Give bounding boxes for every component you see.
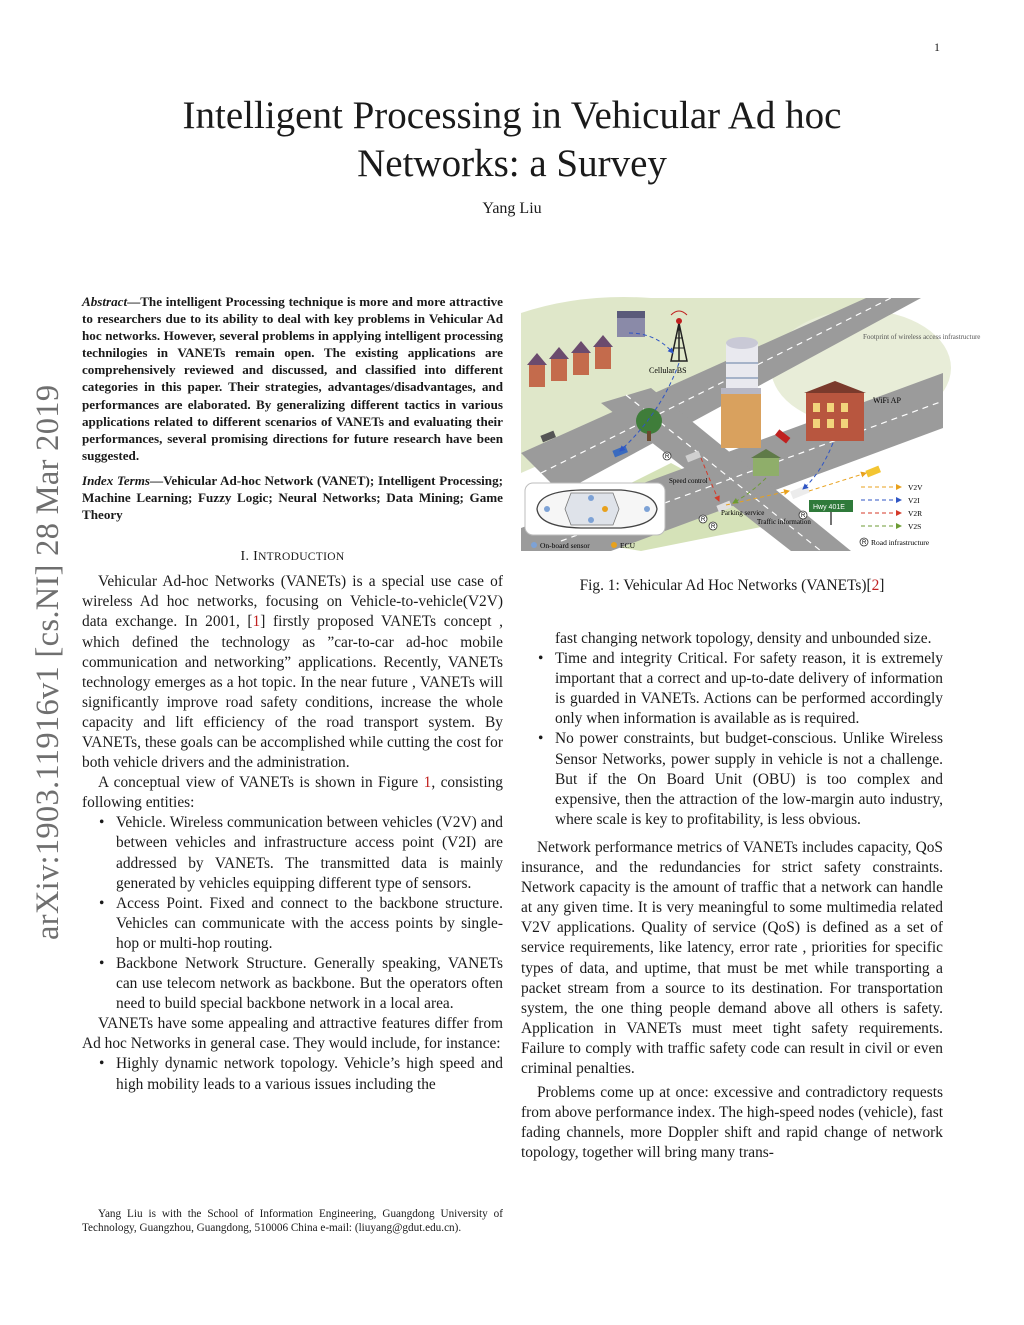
title-line-1: Intelligent Processing in Vehicular Ad hoc (182, 94, 842, 137)
cellular-bs-label: Cellular BS (649, 366, 687, 375)
office-tower (721, 337, 761, 448)
index-terms (82, 472, 503, 523)
right-column (521, 293, 981, 1163)
index-terms-text: —Vehicular Ad-hoc Network (VANET); Intelligent Processing; Machine Learning; Fuzzy Logic; Neural Networks; Data Mining; Game Theory (82, 472, 504, 523)
list-item: • Access Point. Fixed and connect to the backbone structure. Vehicles can communicate with the access points by single-hop or multi-hop routing. (116, 894, 503, 954)
page-number: 1 (934, 40, 940, 54)
legend-v2i: V2I (908, 496, 920, 505)
vanet-illustration (521, 293, 981, 551)
problems-paragraph: Problems come up at once: excessive and contradictory requests from above performance index. The high-speed nodes (vehicle), fast fading channels, more Doppler shift and rapid change of network topology, together will bring many trans- (521, 1084, 943, 1162)
citation-link[interactable]: 2 (871, 577, 880, 594)
abstract-text: —The intelligent Processing technique is more and more attractive to researchers due to its ability to deal with key problems in Vehicular Ad hoc networks. However, several problems in applying intelligent processing technilogies in VANETs remain open. The existing applications are comprehensively reviewed and discussed, and classified into different categories in this paper. Their strategies, advantages/disadvantages, and performances are elaborated. By generalizing different tactics in various applications related to different scenarios of VANETs and evaluating their performances, several promising directions for future research have been suggested. (82, 294, 503, 463)
arxiv-stamp: arXiv:1903.11916v1 [cs.NI] 28 Mar 2019 (30, 384, 66, 940)
list-item: • Highly dynamic network topology. Vehicle’s high speed and high mobility leads to a various issues including the (116, 1054, 503, 1094)
author-footnote: Yang Liu is with the School of Information Engineering, Guangdong University of Technology, Guangzhou, Guangdong, 510006 China e-mail: (liuyang@gdut.edu.cn). (82, 1208, 503, 1235)
title-line-2: Networks: a Survey (357, 142, 667, 185)
shop (753, 458, 779, 476)
intro-paragraph-1: Vehicular Ad-hoc Networks (VANETs) is a special use case of wireless Ad hoc networks, focusing on Vehicle-to-vehicle(V2V) data exchange. In 2001, [1] firstly proposed VANETs concept , which defined the technology as ”car-to-car ad-hoc mobile communication and networking” applications. Recently, VANETs technology emerges as a hot topic. In the near future , VANETs will significantly improve road safety conditions, increase the whole capacity and lift efficiency of the road transport system. By VANETs, these goals can be accomplished while cutting the cost for both vehicle drivers and the administration. (82, 573, 503, 772)
list-item: • Time and integrity Critical. For safety reason, it is extremely important that a correct and up-to-date delivery of information is guarded in VANETs. Actions can be performed accordingly only when information is available as is required. (555, 649, 943, 729)
figure-link[interactable]: 1 (423, 774, 432, 792)
abstract (82, 293, 503, 464)
ecu-dot (611, 542, 617, 548)
onboard-sensor-dot (531, 542, 537, 548)
section-heading-introduction: I. INTRODUCTION (240, 549, 345, 565)
legend-v2s: V2S (908, 522, 922, 531)
figure-caption: Fig. 1: Vehicular Ad Hoc Networks (VANETs)[2] (579, 577, 885, 594)
feature-list-left (82, 1054, 503, 1094)
left-column (82, 293, 503, 1095)
car-inset (525, 483, 665, 535)
list-item: • No power constraints, but budget-conscious. Unlike Wireless Sensor Networks, power supply in vehicle is not a challenge. But if the On Board Unit (OBU) is too complex and expensive, then the attraction of the low-margin auto industry, where scale is key to profitability, is less obvious. (555, 729, 943, 829)
list-item: • Backbone Network Structure. Generally speaking, VANETs can use telecom network as backbone. But the operators often need to build special backbone network in a local area. (116, 954, 503, 1014)
citation-link[interactable]: 1 (252, 613, 261, 631)
ecu-label: ECU (620, 541, 635, 550)
wifi-building (804, 381, 866, 441)
legend-v2v: V2V (908, 483, 923, 492)
road-infra-label: Road infrastructure (871, 538, 930, 547)
intro-paragraph-3: VANETs have some appealing and attractive features differ from Ad hoc Networks in general case. They would include, for instance: (82, 1015, 503, 1053)
intro-paragraph-2: A conceptual view of VANETs is shown in Figure 1, consisting following entities: (82, 774, 503, 812)
abstract-lead: Abstract (82, 294, 128, 309)
traffic-info-label: Traffic information (757, 518, 811, 526)
feature-list-right (521, 629, 943, 830)
metrics-paragraph: Network performance metrics of VANETs includes capacity, QoS insurance, and the redundancies for strict safety constraints. Network capacity is the amount of traffic that a network can handle at any given time. It is very meaningful to some multimedia related V2V applications. Quality of service (QoS) is defined as a set of service requirements, like latency, error rate , priorities for specific types of data, and uptime, that must be met while transporting a packet stream from a source to its destination. For transportation system, the one thing people demand above all others is safety. Application in VANETs must meet tight safety requirements. Failure to comply with traffic safety code can result in civil or even criminal penalties. (521, 838, 943, 1077)
svg-text:R: R (801, 513, 806, 519)
svg-text:R: R (701, 517, 706, 523)
onboard-sensor-label: On-board sensor (540, 541, 590, 550)
svg-text:R: R (711, 524, 716, 530)
svg-text:Hwy 401E: Hwy 401E (813, 504, 845, 511)
speed-control-label: Speed control (669, 477, 708, 485)
legend-v2r: V2R (908, 509, 923, 518)
author: Yang Liu (482, 200, 542, 217)
svg-text:R: R (665, 454, 670, 460)
vanet-figure (521, 293, 981, 551)
entity-list (82, 813, 503, 1014)
wifi-ap-label: WiFi AP (873, 396, 901, 405)
parking-label: Parking service (721, 509, 765, 517)
paper-title (0, 92, 1024, 188)
list-item: • Vehicle. Wireless communication between vehicles (V2V) and between vehicles and infrastructure access point (V2I) are addressed by VANETs. The transmitted data is mainly generated by vehicles equipping different type of sensors. (116, 813, 503, 893)
svg-text:R: R (862, 540, 867, 546)
footprint-label: Footprint of wireless access infrastructure (863, 333, 981, 341)
index-terms-lead: Index Terms (82, 472, 151, 488)
list-item: fast changing network topology, density and unbounded size. (555, 630, 932, 647)
